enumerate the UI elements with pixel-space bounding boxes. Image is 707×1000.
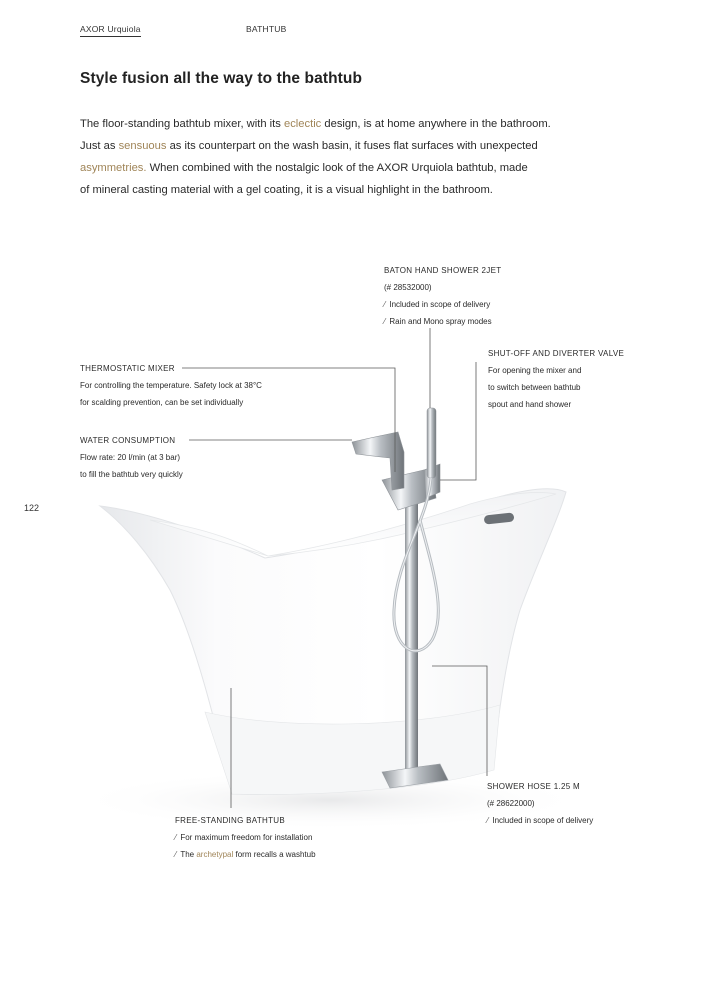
- accent-word: sensuous: [118, 140, 167, 152]
- callout-text: For opening the mixer and: [488, 366, 582, 375]
- mixer-spout: [352, 432, 404, 490]
- product-code: (# 28532000): [384, 283, 432, 292]
- callout-text: spout and hand shower: [488, 400, 572, 409]
- callout-text: for scalding prevention, can be set individually: [80, 398, 244, 407]
- hand-shower: [427, 408, 436, 478]
- bullet-text: Included in scope of delivery: [389, 300, 491, 309]
- bullet-item: [487, 812, 593, 829]
- intro-text: Just as: [80, 140, 119, 152]
- callout-title: SHUT-OFF AND DIVERTER VALVE: [488, 349, 625, 358]
- callout-text: For controlling the temperature. Safety lock at 38°C: [80, 381, 262, 390]
- slash-icon: ⁄: [487, 816, 489, 825]
- brand-name: AXOR Urquiola: [80, 24, 141, 37]
- slash-icon: ⁄: [384, 317, 386, 326]
- section-label: BATHTUB: [246, 24, 287, 34]
- bullet-item: [384, 313, 501, 330]
- callout-title: BATON HAND SHOWER 2JET: [384, 266, 502, 275]
- callout-text: Flow rate: 20 l/min (at 3 bar): [80, 453, 181, 462]
- page-title: Style fusion all the way to the bathtub: [80, 70, 363, 87]
- callout-hand-shower: [384, 262, 501, 330]
- bullet-item: [175, 846, 316, 863]
- slash-icon: ⁄: [175, 850, 177, 859]
- slash-icon: ⁄: [175, 833, 177, 842]
- bullet-item: [175, 829, 316, 846]
- callout-text: to fill the bathtub very quickly: [80, 470, 183, 479]
- accent-word: archetypal: [196, 850, 234, 859]
- bullet-text: Rain and Mono spray modes: [389, 317, 492, 326]
- callout-hose: [487, 778, 593, 829]
- bullet-text: form recalls a washtub: [233, 850, 316, 859]
- callout-diverter: [488, 345, 624, 413]
- callout-water: [80, 432, 183, 483]
- callout-title: FREE-STANDING BATHTUB: [175, 816, 286, 825]
- intro-text: design, is at home anywhere in the bathroom.: [321, 118, 551, 130]
- callout-title: SHOWER HOSE 1.25 M: [487, 782, 580, 791]
- callout-bathtub: [175, 812, 316, 863]
- product-code: (# 28622000): [487, 799, 535, 808]
- page-number: 122: [24, 503, 40, 513]
- intro-text: The floor-standing bathtub mixer, with its: [80, 118, 284, 130]
- callout-thermostatic: [80, 360, 262, 411]
- mixer-column: [405, 495, 418, 780]
- intro-text: as its counterpart on the wash basin, it fuses flat surfaces with unexpected: [166, 140, 538, 152]
- slash-icon: ⁄: [384, 300, 386, 309]
- callout-title: THERMOSTATIC MIXER: [80, 364, 175, 373]
- intro-line-4: of mineral casting material with a gel coating, it is a visual highlight in the bathroom.: [80, 184, 493, 196]
- accent-word: eclectic: [283, 118, 322, 130]
- bullet-text: For maximum freedom for installation: [180, 833, 313, 842]
- callout-title: WATER CONSUMPTION: [80, 436, 176, 445]
- bullet-text: The: [180, 850, 197, 859]
- bullet-item: [384, 296, 501, 313]
- callout-text: to switch between bathtub: [488, 383, 581, 392]
- leader-diverter: [440, 362, 476, 480]
- intro-text: When combined with the nostalgic look of the AXOR Urquiola bathtub, made: [146, 162, 528, 174]
- bullet-text: Included in scope of delivery: [492, 816, 594, 825]
- accent-word: asymmetries.: [80, 162, 147, 174]
